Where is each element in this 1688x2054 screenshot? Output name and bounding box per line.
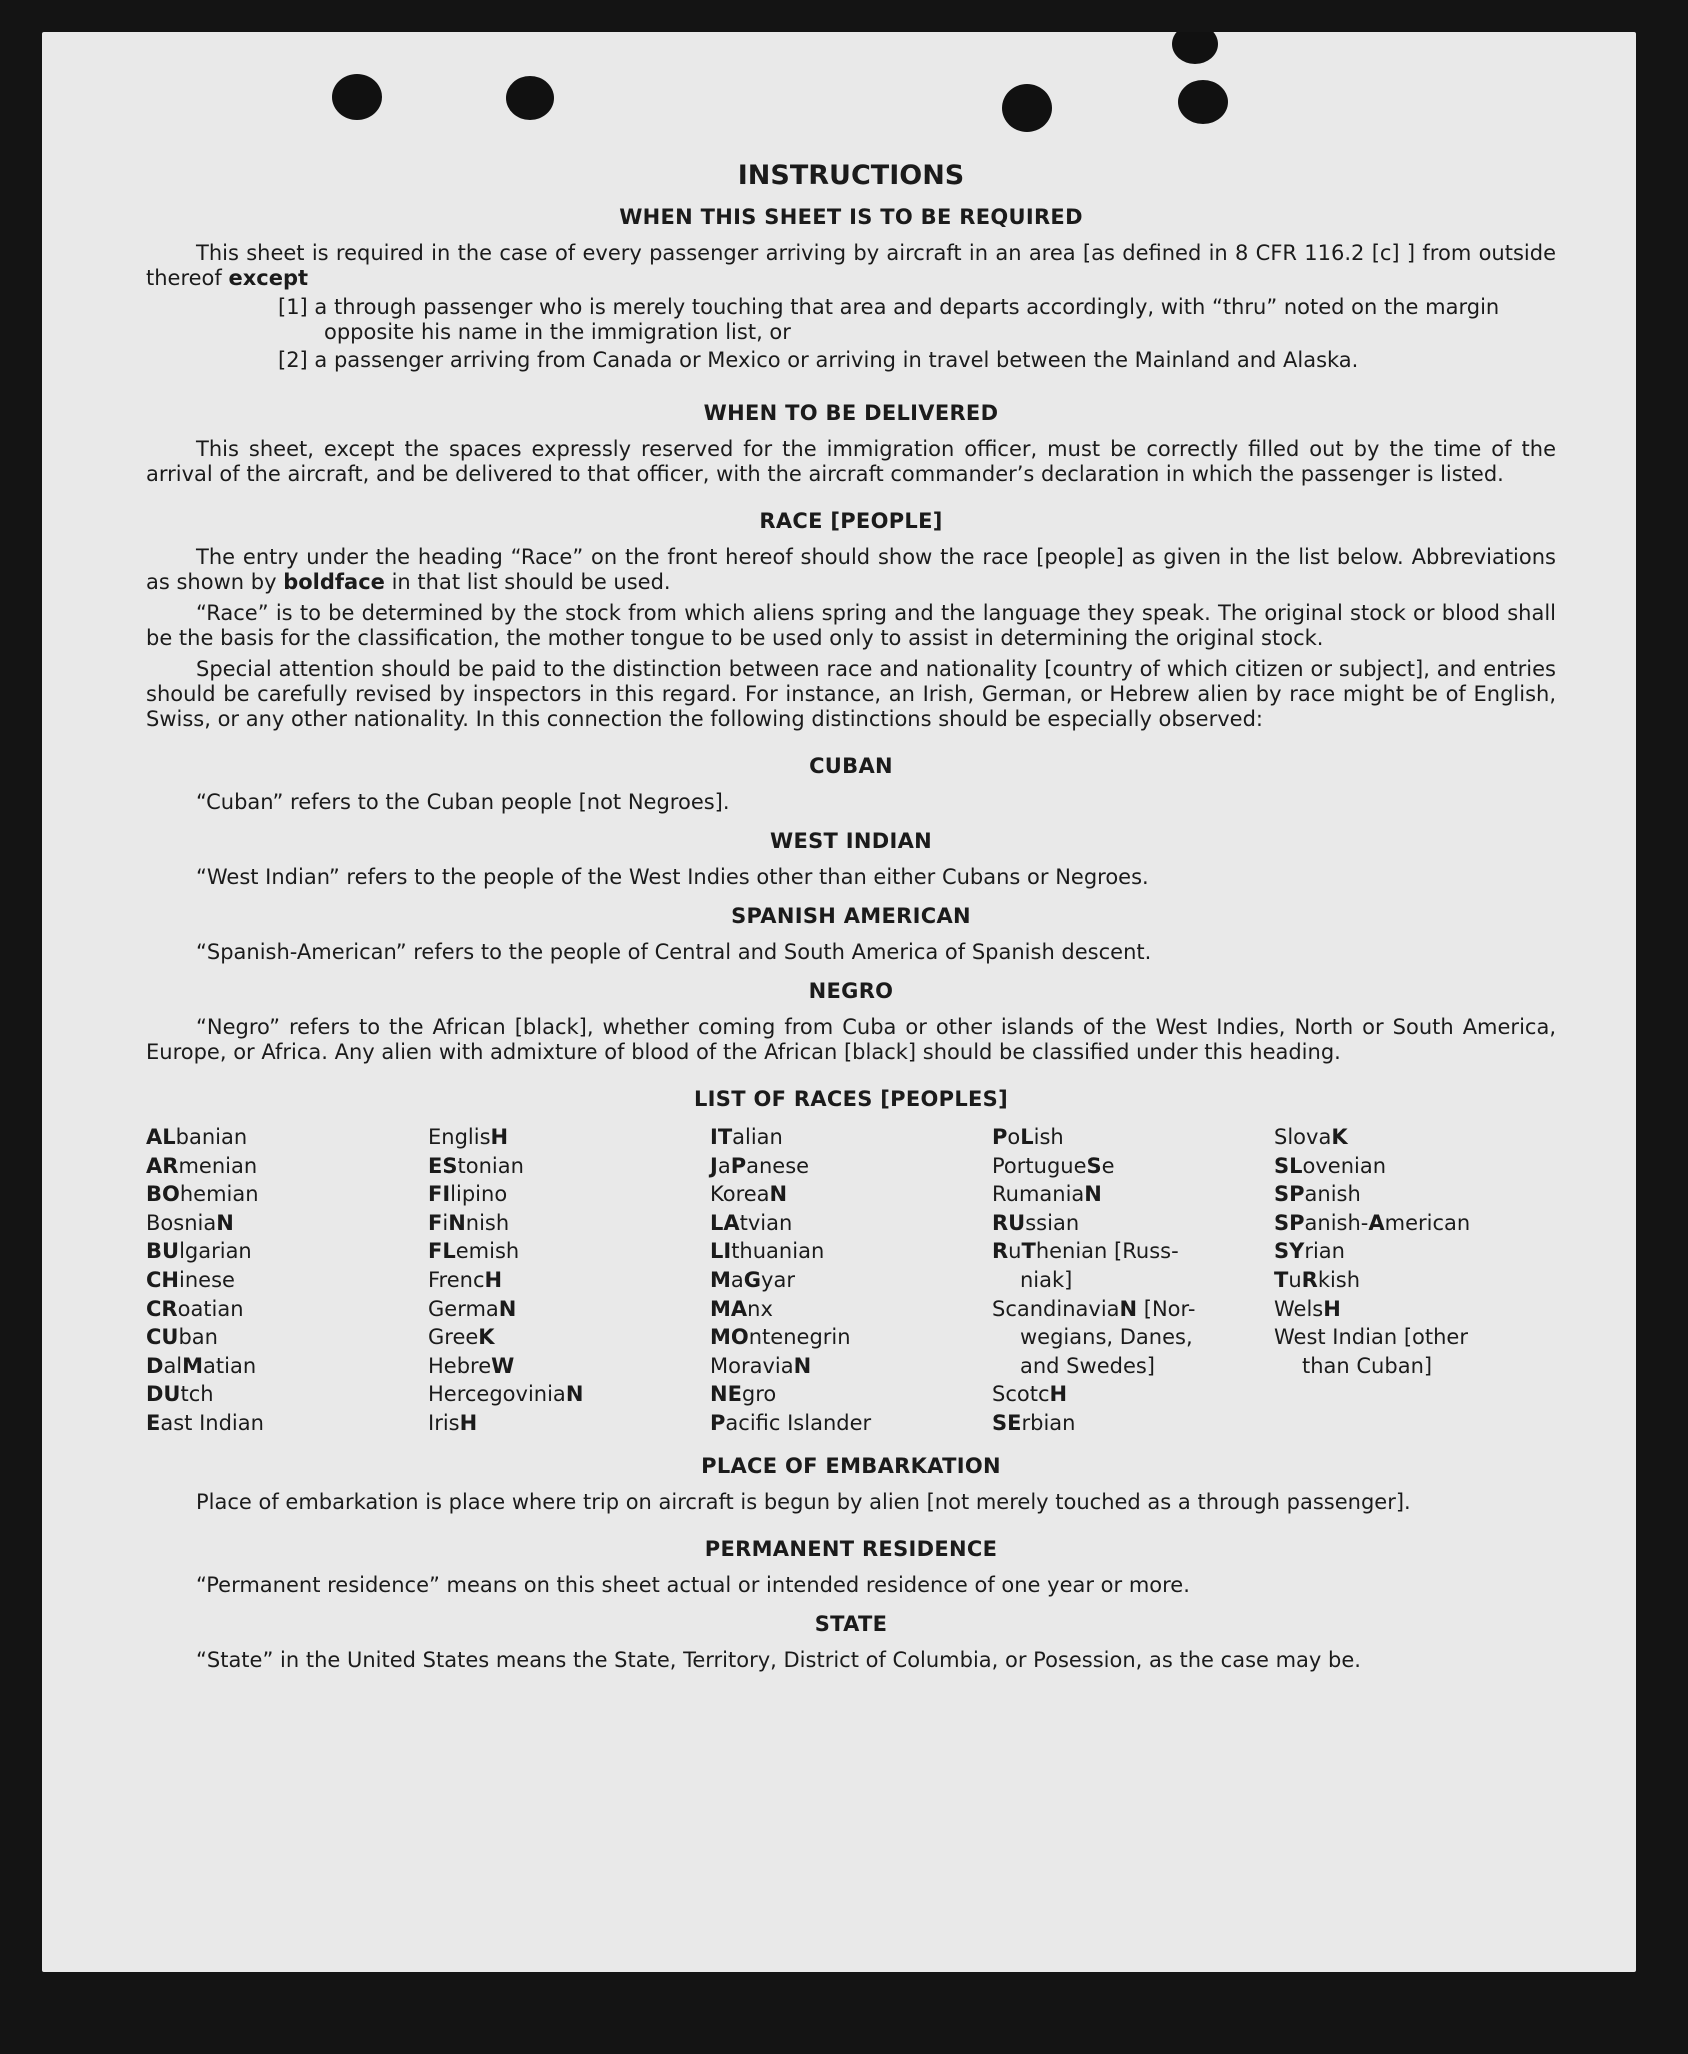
- race-entry: [1274, 1266, 1556, 1295]
- race-entry: [992, 1409, 1274, 1438]
- race-abbrev: J: [710, 1153, 718, 1178]
- race-p1-bold: boldface: [283, 570, 385, 594]
- race-entry: [992, 1209, 1274, 1238]
- race-abbrev: FI: [428, 1182, 451, 1207]
- race-entry: [146, 1123, 428, 1152]
- race-abbrev: W: [491, 1353, 515, 1378]
- race-entry: [710, 1152, 992, 1181]
- race-entry: [428, 1352, 710, 1381]
- race-abbrev: T: [1021, 1239, 1036, 1264]
- required-intro-bold: except: [228, 266, 309, 290]
- required-item-2: [2] a passenger arriving from Canada or Mexico or arriving in travel between the Mainland and Alaska.: [278, 348, 1359, 372]
- race-column: [1274, 1123, 1556, 1438]
- race-abbrev: H: [490, 1125, 509, 1149]
- race-text: emish: [455, 1239, 520, 1264]
- race-text: thuanian: [731, 1239, 825, 1264]
- race-text: Slova: [1274, 1125, 1332, 1149]
- race-text: hemian: [179, 1182, 259, 1207]
- race-text: kish: [1317, 1267, 1361, 1292]
- race-abbrev: K: [1331, 1125, 1348, 1149]
- race-text: lipino: [450, 1182, 508, 1207]
- race-text: banian: [175, 1125, 248, 1149]
- heading-list-of-races: LIST OF RACES [PEOPLES]: [693, 1087, 1008, 1111]
- race-abbrev: H: [459, 1410, 478, 1435]
- race-entry: [428, 1295, 710, 1324]
- race-abbrev: H: [484, 1267, 503, 1292]
- race-abbrev: DU: [146, 1382, 181, 1407]
- race-continuation: and Swedes]: [1020, 1353, 1155, 1378]
- race-abbrev: CU: [146, 1325, 179, 1350]
- race-text: u: [1008, 1239, 1022, 1264]
- embarkation-text: Place of embarkation is place where trip on aircraft is begun by alien [not merely touched as a through passenger].: [196, 1489, 1411, 1514]
- race-text: rbian: [1021, 1410, 1076, 1435]
- race-entry: [428, 1209, 710, 1238]
- race-abbrev: S: [1086, 1153, 1102, 1178]
- race-abbrev: N: [216, 1210, 234, 1235]
- race-abbrev: MA: [710, 1296, 748, 1321]
- race-text: rian: [1304, 1239, 1345, 1264]
- heading-cuban: CUBAN: [809, 754, 893, 778]
- race-text: nish: [465, 1210, 510, 1235]
- race-text: Scandinavia: [992, 1296, 1120, 1321]
- race-text: oatian: [177, 1296, 244, 1321]
- race-paragraph-1: [146, 545, 1556, 595]
- race-entry: [428, 1123, 710, 1152]
- race-entry: [146, 1295, 428, 1324]
- race-text: West Indian [other: [1274, 1325, 1468, 1350]
- punch-hole: [506, 76, 554, 120]
- race-abbrev: P: [710, 1410, 726, 1435]
- race-text: yar: [761, 1267, 795, 1292]
- race-entry: [710, 1352, 992, 1381]
- race-text: nx: [747, 1296, 773, 1321]
- race-text: al: [163, 1353, 183, 1378]
- race-abbrev: RU: [992, 1210, 1026, 1235]
- race-entry: [710, 1237, 992, 1266]
- race-entry: [710, 1323, 992, 1352]
- race-p1-b: in that list should be used.: [391, 570, 671, 594]
- race-abbrev: SP: [1274, 1210, 1305, 1235]
- race-abbrev: N: [565, 1382, 584, 1407]
- race-abbrev: R: [1301, 1267, 1318, 1292]
- race-abbrev: AR: [146, 1153, 179, 1178]
- spanish-american-text: “Spanish-American” refers to the people of Central and South America of Spanish descent.: [196, 940, 1152, 964]
- race-entry: [710, 1266, 992, 1295]
- race-text: tch: [180, 1382, 214, 1407]
- race-text: atian: [203, 1353, 257, 1378]
- race-entry: [146, 1266, 428, 1295]
- race-abbrev: N: [448, 1210, 466, 1235]
- heading-race: RACE [PEOPLE]: [759, 509, 943, 533]
- race-abbrev: F: [428, 1210, 443, 1235]
- race-text: ast Indian: [160, 1410, 264, 1435]
- race-text: Wels: [1274, 1296, 1324, 1321]
- race-abbrev: CR: [146, 1296, 178, 1321]
- race-abbrev: D: [146, 1353, 164, 1378]
- race-text: Gree: [428, 1325, 479, 1350]
- race-text: ish: [1033, 1125, 1064, 1149]
- race-entry: [992, 1123, 1274, 1152]
- race-text: menian: [178, 1153, 258, 1178]
- race-column: [428, 1123, 710, 1438]
- race-abbrev: H: [1049, 1382, 1068, 1407]
- race-text: u: [1288, 1267, 1302, 1292]
- race-entry: [992, 1352, 1274, 1381]
- race-text: i: [442, 1210, 449, 1235]
- race-continuation: niak]: [1020, 1267, 1073, 1292]
- race-entry: [428, 1180, 710, 1209]
- race-entry: [992, 1295, 1274, 1352]
- race-text: ban: [178, 1325, 218, 1350]
- race-text: ntenegrin: [748, 1325, 851, 1350]
- heading-permanent-residence: PERMANENT RESIDENCE: [704, 1536, 998, 1561]
- race-abbrev: LA: [710, 1210, 740, 1235]
- race-text: Moravia: [710, 1353, 794, 1378]
- race-abbrev: N: [1084, 1182, 1102, 1207]
- race-entry: [1274, 1180, 1556, 1209]
- punch-hole: [332, 74, 382, 120]
- race-abbrev: M: [710, 1267, 731, 1292]
- race-text: ssian: [1025, 1210, 1080, 1235]
- required-intro-text: This sheet is required in the case of every passenger arriving by aircraft in an area [as defined in 8 CFR 116.2 [c] ] from outside thereof: [146, 241, 1556, 290]
- heading-required: WHEN THIS SHEET IS TO BE REQUIRED: [619, 205, 1083, 229]
- race-abbrev: SL: [1274, 1153, 1303, 1178]
- heading-negro: NEGRO: [808, 979, 894, 1003]
- race-text: acific Islander: [725, 1410, 872, 1435]
- race-abbrev: SP: [1274, 1182, 1305, 1207]
- race-p1-a: The entry under the heading “Race” on the front hereof should show the race [people] as given in the list below. Abbreviations as shown by: [146, 545, 1556, 594]
- race-continuation: wegians, Danes,: [1020, 1325, 1193, 1350]
- race-abbrev: ES: [428, 1153, 458, 1178]
- race-continuation: than Cuban]: [1302, 1353, 1433, 1378]
- race-entry: [1274, 1209, 1556, 1238]
- race-entry: [146, 1409, 428, 1438]
- heading-state: STATE: [814, 1611, 888, 1636]
- heading-west-indian: WEST INDIAN: [769, 829, 933, 853]
- race-text: Scotc: [992, 1382, 1050, 1407]
- race-abbrev: MO: [710, 1325, 749, 1350]
- race-text: tvian: [739, 1210, 793, 1235]
- race-abbrev: SE: [992, 1410, 1022, 1435]
- race-column: [710, 1123, 992, 1438]
- race-abbrev: P: [730, 1153, 747, 1178]
- race-entry: [1274, 1295, 1556, 1324]
- race-entry: [1274, 1123, 1556, 1152]
- race-entry: [710, 1209, 992, 1238]
- race-text: alian: [732, 1125, 783, 1149]
- punch-hole: [1178, 80, 1228, 124]
- race-text: Hercegovinia: [428, 1382, 566, 1407]
- race-entry: [146, 1209, 428, 1238]
- race-abbrev: LI: [710, 1239, 732, 1264]
- race-abbrev: BU: [146, 1239, 180, 1264]
- race-entry: [1274, 1237, 1556, 1266]
- race-text: inese: [179, 1267, 235, 1292]
- race-abbrev: IT: [710, 1125, 733, 1149]
- race-abbrev: NE: [710, 1382, 742, 1407]
- race-abbrev: L: [1020, 1125, 1034, 1149]
- race-abbrev: SY: [1274, 1239, 1305, 1264]
- race-entry: [428, 1323, 710, 1352]
- race-text: anish-: [1304, 1210, 1369, 1235]
- race-entry: [428, 1409, 710, 1438]
- race-entry: [710, 1123, 992, 1152]
- race-entry: [710, 1380, 992, 1409]
- race-abbrev: M: [182, 1353, 204, 1378]
- race-abbrev: A: [1368, 1210, 1385, 1235]
- race-text: merican: [1384, 1210, 1471, 1235]
- race-text: ovenian: [1302, 1153, 1387, 1178]
- heading-delivered: WHEN TO BE DELIVERED: [703, 401, 999, 425]
- heading-embarkation: PLACE OF EMBARKATION: [701, 1453, 1001, 1478]
- race-text: [Nor-: [1137, 1296, 1196, 1321]
- race-text: Germa: [428, 1296, 499, 1321]
- race-entry: [992, 1180, 1274, 1209]
- race-entry: [146, 1237, 428, 1266]
- tear-mark: [1172, 32, 1218, 64]
- page-title: INSTRUCTIONS: [737, 160, 965, 191]
- race-entry: [710, 1295, 992, 1324]
- race-entry: [710, 1409, 992, 1438]
- instructions-content: [146, 160, 1556, 1679]
- race-entry: [146, 1380, 428, 1409]
- race-entry: [146, 1323, 428, 1352]
- race-entry: [428, 1380, 710, 1409]
- race-abbrev: N: [1119, 1296, 1138, 1321]
- race-text: anish: [1304, 1182, 1361, 1207]
- race-abbrev: G: [743, 1267, 762, 1292]
- race-text: Iris: [428, 1410, 460, 1435]
- race-abbrev: AL: [146, 1125, 176, 1149]
- race-text: gro: [741, 1382, 777, 1407]
- race-abbrev: K: [478, 1325, 495, 1350]
- race-text: lgarian: [179, 1239, 252, 1264]
- race-entry: [1274, 1152, 1556, 1181]
- race-abbrev: N: [498, 1296, 517, 1321]
- race-abbrev: FL: [428, 1239, 456, 1264]
- required-intro: [146, 241, 1556, 291]
- residence-text: “Permanent residence” means on this sheet actual or intended residence of one year or more.: [196, 1572, 1190, 1597]
- race-entry: [992, 1380, 1274, 1409]
- race-text: anese: [746, 1153, 810, 1178]
- required-item-1: [1] a through passenger who is merely touching that area and departs accordingly, with “thru” noted on the margin opposite his name in the immigration list, or: [278, 295, 1500, 344]
- race-paragraph-3: Special attention should be paid to the distinction between race and nationality [country of which citizen or subject], and entries should be carefully revised by inspectors in this regard. For instance, an Irish, German, or Hebrew alien by race might be of English, Swiss, or any other nationality. In this connection the following distinctions should be especially observed:: [146, 657, 1556, 731]
- punch-hole: [1002, 84, 1052, 132]
- race-abbrev: BO: [146, 1182, 180, 1207]
- race-entry: [992, 1237, 1274, 1294]
- race-text: e: [1101, 1153, 1115, 1178]
- delivered-text: This sheet, except the spaces expressly reserved for the immigration officer, must be correctly filled out by the time of the arrival of the aircraft, and be delivered to that officer, with the aircraft commander’s declaration in which the passenger is listed.: [146, 437, 1556, 486]
- race-text: tonian: [457, 1153, 524, 1178]
- race-text: a: [730, 1267, 744, 1292]
- race-abbrev: E: [146, 1410, 161, 1435]
- race-text: Korea: [710, 1182, 770, 1207]
- race-text: Portugue: [992, 1153, 1087, 1178]
- race-entry: [428, 1237, 710, 1266]
- race-paragraph-2: “Race” is to be determined by the stock from which aliens spring and the language they speak. The original stock or blood shall be the basis for the classification, the mother tongue to be used only to assist in determining the original stock.: [146, 601, 1556, 650]
- state-text: “State” in the United States means the State, Territory, District of Columbia, or Posession, as the case may be.: [196, 1647, 1361, 1672]
- race-abbrev: N: [769, 1182, 788, 1207]
- race-text: o: [1007, 1125, 1021, 1149]
- race-text: Frenc: [428, 1267, 485, 1292]
- document-sheet: [42, 32, 1636, 1972]
- race-abbrev: CH: [146, 1267, 179, 1292]
- race-entry: [146, 1180, 428, 1209]
- race-text: Rumania: [992, 1182, 1085, 1207]
- race-entry: [428, 1266, 710, 1295]
- race-column: [146, 1123, 428, 1438]
- race-list: [146, 1123, 1556, 1438]
- race-abbrev: P: [992, 1125, 1008, 1149]
- negro-text: “Negro” refers to the African [black], whether coming from Cuba or other islands of the West Indies, North or South America, Europe, or Africa. Any alien with admixture of blood of the African [black] should be classified under this heading.: [146, 1015, 1556, 1064]
- race-column: [992, 1123, 1274, 1438]
- race-text: henian [Russ-: [1035, 1239, 1179, 1264]
- heading-spanish-american: SPANISH AMERICAN: [731, 904, 971, 928]
- race-entry: [710, 1180, 992, 1209]
- race-text: Hebre: [428, 1353, 492, 1378]
- race-entry: [1274, 1323, 1556, 1380]
- west-indian-text: “West Indian” refers to the people of the West Indies other than either Cubans or Negroes.: [196, 865, 1149, 889]
- race-abbrev: T: [1274, 1267, 1289, 1292]
- race-abbrev: R: [992, 1239, 1009, 1264]
- race-abbrev: H: [1323, 1296, 1341, 1321]
- cuban-text: “Cuban” refers to the Cuban people [not Negroes].: [196, 790, 730, 814]
- race-text: a: [717, 1153, 731, 1178]
- race-abbrev: N: [793, 1353, 812, 1378]
- race-entry: [146, 1152, 428, 1181]
- race-entry: [992, 1152, 1274, 1181]
- race-entry: [146, 1352, 428, 1381]
- race-entry: [428, 1152, 710, 1181]
- race-text: Englis: [428, 1125, 491, 1149]
- race-text: Bosnia: [146, 1210, 217, 1235]
